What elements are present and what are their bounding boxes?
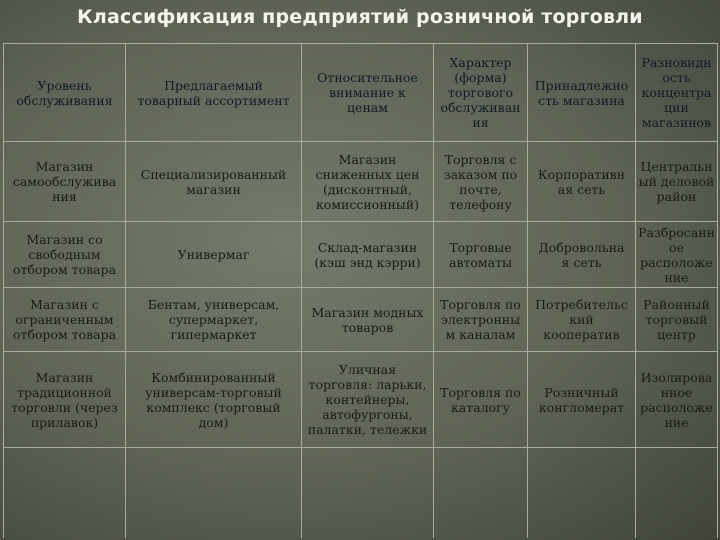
table-cell: Торговля с заказом по почте, телефону bbox=[434, 142, 528, 222]
table-cell: Изолирова нное расположе ние bbox=[636, 352, 718, 448]
table-cell: Торговые автоматы bbox=[434, 222, 528, 288]
header-concentration: Разновидн ость концентра ции магазинов bbox=[636, 44, 718, 142]
header-price-attention: Относительное внимание к ценам bbox=[302, 44, 434, 142]
table-cell: Уличная торговля: ларьки, контейнеры, автофургоны, палатки, тележки bbox=[302, 352, 434, 448]
header-service-level: Уровень обслуживания bbox=[4, 44, 126, 142]
table-cell: Магазин со свободным отбором товара bbox=[4, 222, 126, 288]
table-cell-empty bbox=[302, 448, 434, 538]
table-cell: Торговля по каталогу bbox=[434, 352, 528, 448]
table-cell: Магазин самообслужива ния bbox=[4, 142, 126, 222]
table-cell: Центральн ый деловой район bbox=[636, 142, 718, 222]
page-title: Классификация предприятий розничной торговли bbox=[77, 6, 643, 28]
table-cell-empty bbox=[434, 448, 528, 538]
header-service-form: Характер (форма) торгового обслуживан ия bbox=[434, 44, 528, 142]
table-cell: Розничный конгломерат bbox=[528, 352, 636, 448]
header-assortment: Предлагаемый товарный ассортимент bbox=[126, 44, 302, 142]
table-cell: Торговля по электронны м каналам bbox=[434, 288, 528, 352]
table-cell: Магазин с ограниченным отбором товара bbox=[4, 288, 126, 352]
table-cell: Добровольна я сеть bbox=[528, 222, 636, 288]
table-cell: Специализированный магазин bbox=[126, 142, 302, 222]
table-cell: Разбросанн ое расположе ние bbox=[636, 222, 718, 288]
table-cell: Бентам, универсам, супермаркет, гипермаркет bbox=[126, 288, 302, 352]
table-cell-empty bbox=[636, 448, 718, 538]
table-cell: Магазин сниженных цен (дисконтный, комиссионный) bbox=[302, 142, 434, 222]
header-ownership: Принадлежно сть магазина bbox=[528, 44, 636, 142]
table-cell-empty bbox=[528, 448, 636, 538]
table-cell: Комбинированный универсам-торговый комплекс (торговый дом) bbox=[126, 352, 302, 448]
table-cell: Магазин модных товаров bbox=[302, 288, 434, 352]
classification-table bbox=[3, 43, 718, 538]
table-cell-empty bbox=[4, 448, 126, 538]
table-cell: Магазин традиционной торговли (через прилавок) bbox=[4, 352, 126, 448]
table-cell: Универмаг bbox=[126, 222, 302, 288]
table-cell: Корпоративн ая сеть bbox=[528, 142, 636, 222]
table-cell: Районный торговый центр bbox=[636, 288, 718, 352]
table-cell: Склад-магазин (кэш энд кэрри) bbox=[302, 222, 434, 288]
table-cell: Потребительс кий кооператив bbox=[528, 288, 636, 352]
table-cell-empty bbox=[126, 448, 302, 538]
